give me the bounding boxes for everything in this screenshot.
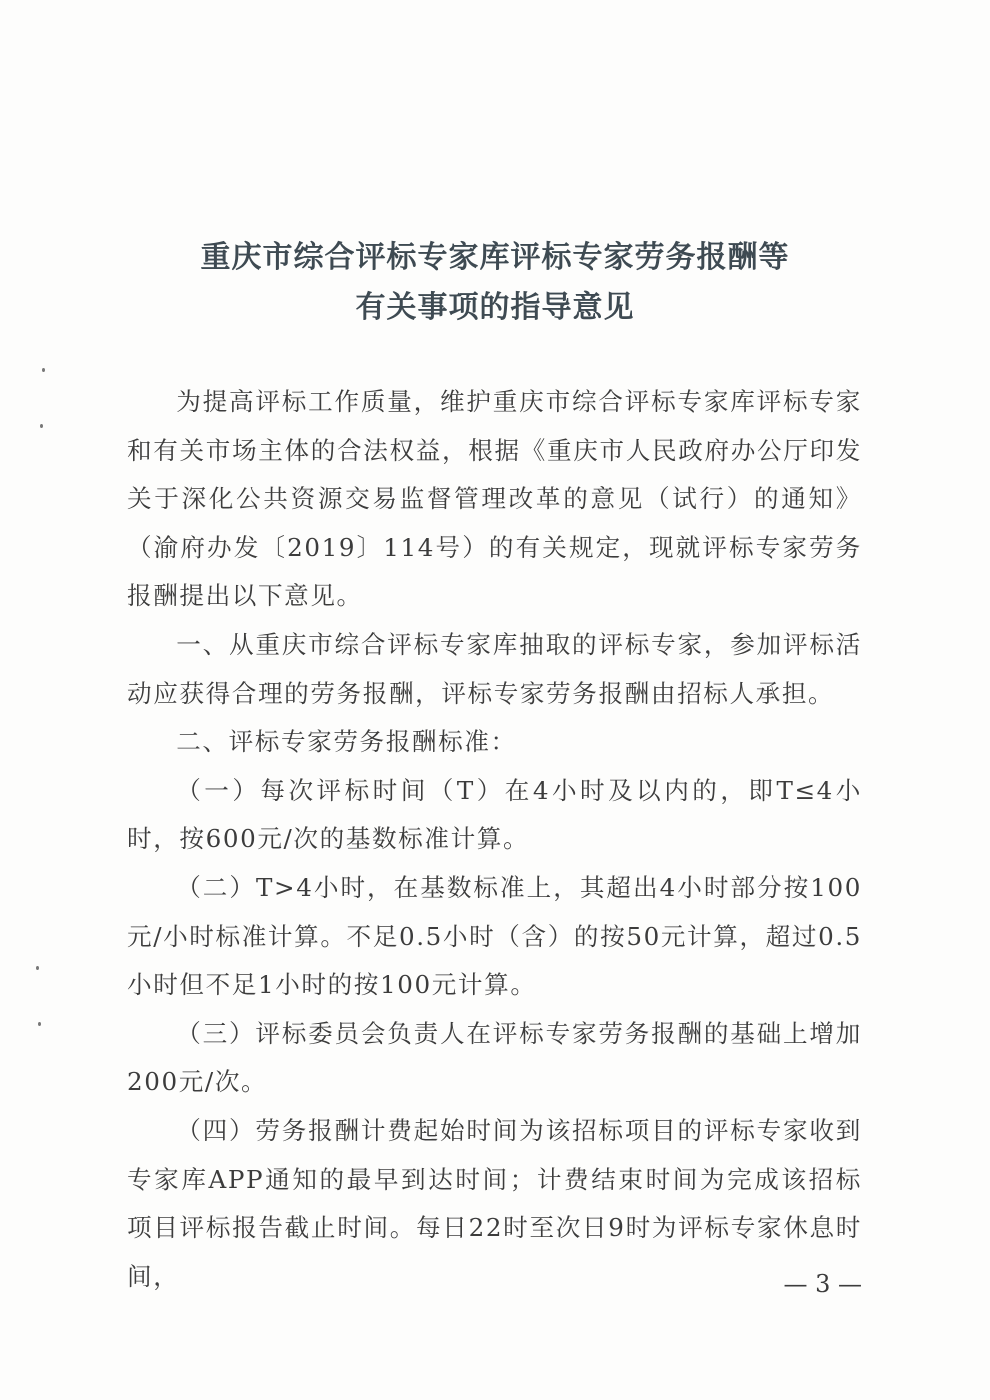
scan-speck: [40, 424, 43, 428]
scan-speck: [42, 368, 45, 372]
paragraph-sub-4: （四）劳务报酬计费起始时间为该招标项目的评标专家收到专家库APP通知的最早到达时间；计费结束时间为完成该招标项目评标报告截止时间。每日22时至次日9时为评标专家休息时间，: [127, 1115, 862, 1291]
document-body: [127, 378, 862, 1301]
scan-speck: [36, 966, 39, 970]
paragraph-sub-1: （一）每次评标时间（T）在4小时及以内的，即T≤4小时，按600元/次的基数标准计算。: [127, 775, 862, 854]
document-title-line-2: 有关事项的指导意见: [355, 290, 635, 325]
paragraph-sub-2: （二）T>4小时，在基数标准上，其超出4小时部分按100元/小时标准计算。不足0.5小时（含）的按50元计算，超过0.5小时但不足1小时的按100元计算。: [127, 872, 862, 1000]
paragraph-sub-3: （三）评标委员会负责人在评标专家劳务报酬的基础上增加200元/次。: [127, 1018, 862, 1097]
paragraph-item-1: 一、从重庆市综合评标专家库抽取的评标专家，参加评标活动应获得合理的劳务报酬，评标专家劳务报酬由招标人承担。: [127, 629, 862, 708]
scan-speck: [38, 1022, 41, 1026]
paragraph-item-2: 二、评标专家劳务报酬标准：: [176, 727, 517, 757]
document-title-line-1: 重庆市综合评标专家库评标专家劳务报酬等: [200, 240, 790, 275]
page-number: — 3 —: [783, 1270, 862, 1298]
paragraph-intro: 为提高评标工作质量，维护重庆市综合评标专家库评标专家和有关市场主体的合法权益，根据《重庆市人民政府办公厅印发关于深化公共资源交易监督管理改革的意见（试行）的通知》（渝府办发〔2019〕114号）的有关规定，现就评标专家劳务报酬提出以下意见。: [127, 387, 862, 611]
